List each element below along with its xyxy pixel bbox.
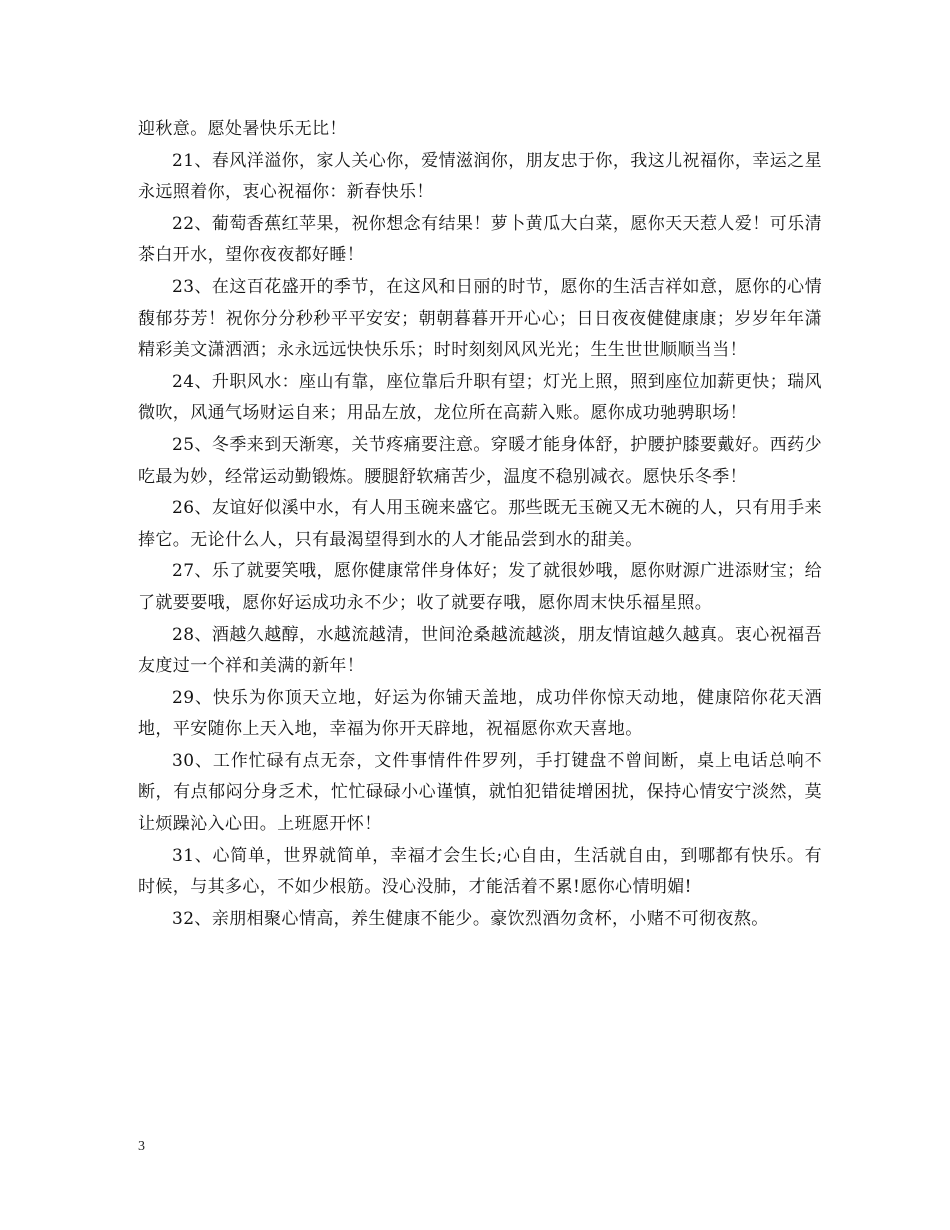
paragraph-30: 30、工作忙碌有点无奈，文件事情件件罗列，手打键盘不曾间断，桌上电话总响不断，有点郁闷分身乏术，忙忙碌碌小心谨慎，就怕犯错徒增困扰，保持心情安宁淡然，莫让烦躁沁入心田。上班愿开怀！ [138,750,822,835]
paragraph-25: 25、冬季来到天渐寒，关节疼痛要注意。穿暖才能身体舒，护腰护膝要戴好。西药少吃最为妙，经常运动勤锻炼。腰腿舒软痛苦少，温度不稳别减衣。愿快乐冬季！ [138,434,822,487]
paragraph-27: 27、乐了就要笑哦，愿你健康常伴身体好；发了就很妙哦，愿你财源广进添财宝；给了就要要哦，愿你好运成功永不少；收了就要存哦，愿你周末快乐福星照。 [138,561,822,613]
paragraph-23: 23、在这百花盛开的季节，在这风和日丽的时节，愿你的生活吉祥如意，愿你的心情馥郁芬芳！祝你分分秒秒平平安安；朝朝暮暮开开心心；日日夜夜健健康康；岁岁年年潇精彩美文潇洒洒；永永远远快快乐乐；时时刻刻风风光光；生生世世顺顺当当！ [138,276,822,361]
document-body [138,114,822,935]
paragraph-26: 26、友谊好似溪中水，有人用玉碗来盛它。那些既无玉碗又无木碗的人，只有用手来捧它。无论什么人，只有最渴望得到水的人才能品尝到水的甜美。 [138,498,822,550]
paragraph-28: 28、酒越久越醇，水越流越清，世间沧桑越流越淡，朋友情谊越久越真。衷心祝福吾友度过一个祥和美满的新年！ [138,624,822,677]
paragraph-29: 29、快乐为你顶天立地，好运为你铺天盖地，成功伴你惊天动地，健康陪你花天酒地，平安随你上天入地，幸福为你开天辟地，祝福愿你欢天喜地。 [138,687,822,740]
paragraph-24: 24、升职风水：座山有靠，座位靠后升职有望；灯光上照，照到座位加薪更快；瑞风微吹，风通气场财运自来；用品左放，龙位所在高薪入账。愿你成功驰骋职场！ [138,371,822,424]
paragraph-31: 31、心简单，世界就简单，幸福才会生长;心自由，生活就自由，到哪都有快乐。有时候，与其多心，不如少根筋。没心没肺，才能活着不累!愿你心情明媚! [138,845,822,898]
page-number: 3 [138,1139,145,1154]
paragraph-32: 32、亲朋相聚心情高，养生健康不能少。豪饮烈酒勿贪杯，小赌不可彻夜熬。 [172,908,769,929]
paragraph-21: 21、春风洋溢你，家人关心你，爱情滋润你，朋友忠于你，我这儿祝福你，幸运之星永远照着你，衷心祝福你：新春快乐！ [138,150,822,203]
paragraph-22: 22、葡萄香蕉红苹果，祝你想念有结果！萝卜黄瓜大白菜，愿你天天惹人爱！可乐清茶白开水，望你夜夜都好睡！ [138,213,822,266]
paragraph-continuation: 迎秋意。愿处暑快乐无比！ [138,119,347,139]
